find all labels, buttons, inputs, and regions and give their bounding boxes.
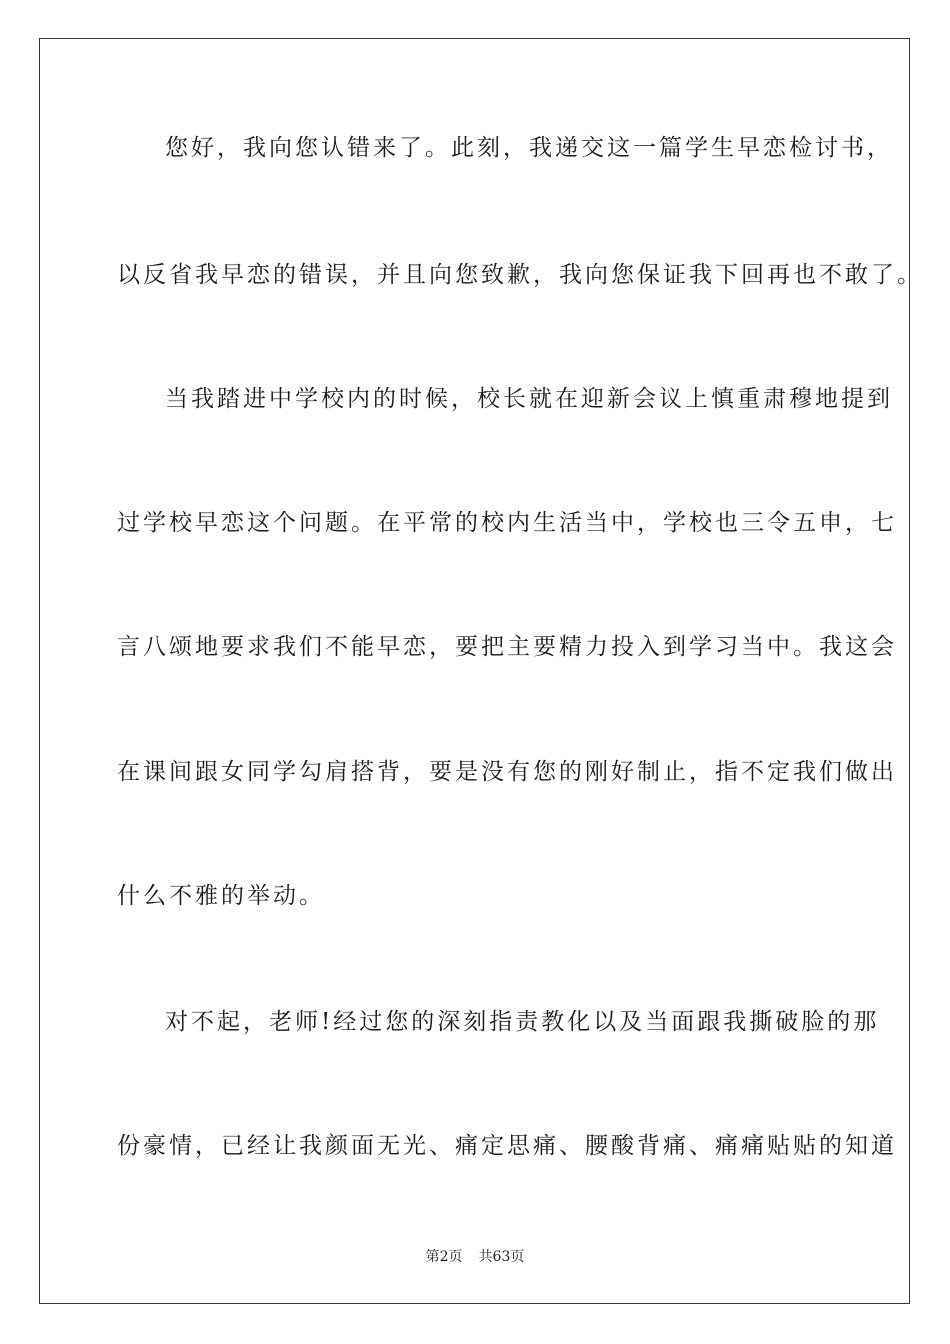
paragraph-line: 过学校早恋这个问题。在平常的校内生活当中，学校也三令五申，七: [117, 510, 897, 536]
page-frame: [39, 38, 910, 1304]
paragraph-line: 言八颂地要求我们不能早恋，要把主要精力投入到学习当中。我这会: [117, 634, 897, 660]
paragraph-line: 您好，我向您认错来了。此刻，我递交这一篇学生早恋检讨书，: [165, 135, 893, 161]
page-footer: [0, 1248, 950, 1266]
paragraph-line: 在课间跟女同学勾肩搭背，要是没有您的刚好制止，指不定我们做出: [117, 759, 897, 785]
page-number: 第2页: [425, 1249, 463, 1265]
paragraph-line: 当我踏进中学校内的时候，校长就在迎新会议上慎重肃穆地提到: [165, 386, 893, 412]
paragraph-line: 以反省我早恋的错误，并且向您致歉，我向您保证我下回再也不敢了。: [117, 262, 923, 288]
page-total: 共63页: [478, 1249, 525, 1265]
paragraph-line: 什么不雅的举动。: [117, 883, 325, 909]
paragraph-line: 对不起，老师!经过您的深刻指责教化以及当面跟我撕破脸的那: [165, 1009, 880, 1035]
paragraph-line: 份豪情，已经让我颜面无光、痛定思痛、腰酸背痛、痛痛贴贴的知道: [117, 1133, 897, 1159]
